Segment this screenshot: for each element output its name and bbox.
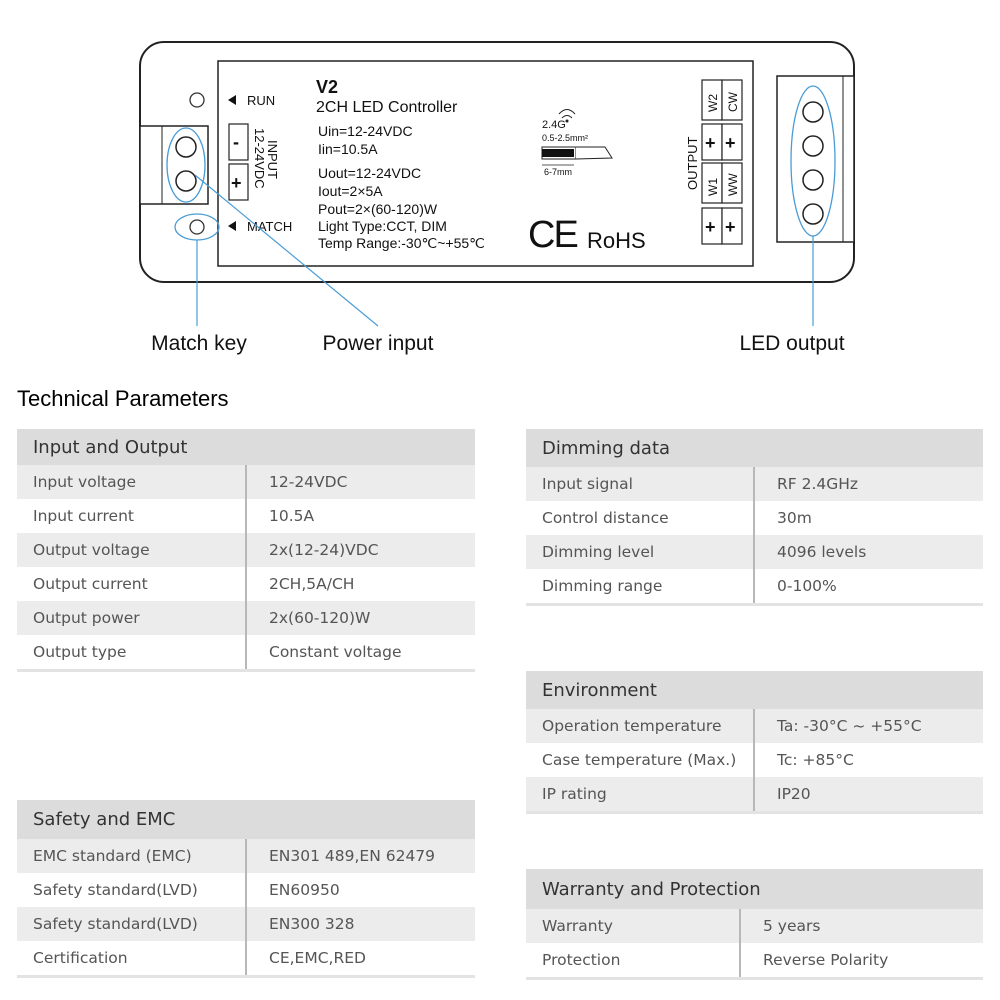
param-name: Warranty	[526, 909, 741, 943]
table-safety-emc	[17, 800, 475, 978]
power-input-callout: Power input	[322, 332, 434, 355]
minus-sign: -	[233, 132, 239, 152]
section-title: Technical Parameters	[17, 386, 229, 411]
table-environment	[526, 671, 983, 814]
param-value: 2x(60-120)W	[269, 609, 371, 627]
table-title: Environment	[526, 671, 983, 709]
table-warranty	[526, 869, 983, 980]
param-value: 5 years	[763, 917, 821, 935]
input-label: INPUT	[265, 140, 280, 179]
table-bottom-rule	[17, 669, 475, 672]
table-row	[526, 943, 983, 977]
table-title: Warranty and Protection	[526, 869, 983, 909]
param-name: Protection	[526, 943, 741, 977]
table-row	[526, 467, 983, 501]
spec-line: Uout=12-24VDC	[318, 165, 422, 181]
output-screw-icon	[803, 136, 823, 156]
table-row	[526, 909, 983, 943]
match-key-callout: Match key	[151, 332, 247, 355]
output-screw-icon	[803, 204, 823, 224]
spec-line: Iout=2×5A	[318, 183, 383, 199]
param-name: Safety standard(LVD)	[17, 907, 247, 941]
param-value: 4096 levels	[777, 543, 867, 561]
output-label: OUTPUT	[685, 136, 700, 190]
param-value: IP20	[777, 785, 811, 803]
device-name: 2CH LED Controller	[316, 99, 458, 116]
param-name: Output current	[17, 567, 247, 601]
param-value: 2CH,5A/CH	[269, 575, 355, 593]
param-name: Case temperature (Max.)	[526, 743, 755, 777]
param-value: Constant voltage	[269, 643, 402, 661]
wire-strip-label: 6-7mm	[544, 167, 573, 177]
table-row	[17, 907, 475, 941]
param-name: Input signal	[526, 467, 755, 501]
param-value: Tc: +85°C	[777, 751, 854, 769]
table-row	[526, 743, 983, 777]
table-row	[17, 635, 475, 669]
spec-line: Uin=12-24VDC	[318, 123, 413, 139]
input-screw-icon	[176, 171, 196, 191]
param-name: Input current	[17, 499, 247, 533]
table-title: Safety and EMC	[17, 800, 475, 839]
param-value: EN300 328	[269, 915, 355, 933]
table-row	[17, 465, 475, 499]
param-name: Control distance	[526, 501, 755, 535]
output-plus: +	[705, 217, 716, 237]
table-title: Input and Output	[17, 429, 475, 465]
table-dimming	[526, 429, 983, 606]
param-name: Input voltage	[17, 465, 247, 499]
table-row	[17, 941, 475, 975]
table-row	[17, 601, 475, 635]
table-row	[17, 567, 475, 601]
input-terminal-block	[140, 126, 208, 204]
spec-line: Light Type:CCT, DIM	[318, 218, 447, 234]
param-name: Dimming range	[526, 569, 755, 603]
input-screw-icon	[176, 137, 196, 157]
table-bottom-rule	[526, 811, 983, 814]
rf-label: 2.4G	[542, 119, 566, 131]
param-value: 0-100%	[777, 577, 837, 595]
param-name: IP rating	[526, 777, 755, 811]
device-diagram	[0, 0, 1000, 370]
param-value: Ta: -30°C ~ +55°C	[777, 717, 922, 735]
param-value: 30m	[777, 509, 812, 527]
table-row	[17, 873, 475, 907]
param-name: EMC standard (EMC)	[17, 839, 247, 873]
run-led-icon	[190, 93, 204, 107]
param-value: 2x(12-24)VDC	[269, 541, 379, 559]
spec-line: Iin=10.5A	[318, 141, 378, 157]
input-voltage-label: 12-24VDC	[252, 128, 267, 189]
table-row	[526, 569, 983, 603]
table-row	[526, 777, 983, 811]
output-plus: +	[725, 133, 736, 153]
table-bottom-rule	[526, 977, 983, 980]
table-row	[526, 709, 983, 743]
led-output-callout: LED output	[739, 332, 845, 355]
table-row	[17, 499, 475, 533]
param-value: RF 2.4GHz	[777, 475, 859, 493]
match-label: MATCH	[247, 219, 293, 234]
param-name: Output power	[17, 601, 247, 635]
param-value: 10.5A	[269, 507, 315, 525]
table-bottom-rule	[17, 975, 475, 978]
table-title: Dimming data	[526, 429, 983, 467]
output-plus: +	[725, 217, 736, 237]
channel-cw: CW	[726, 92, 740, 112]
spec-line: Pout=2×(60-120)W	[318, 201, 438, 217]
plus-sign: +	[231, 173, 242, 193]
ce-mark: CE	[528, 214, 577, 256]
param-name: Output type	[17, 635, 247, 669]
output-screw-icon	[803, 102, 823, 122]
output-plus: +	[705, 133, 716, 153]
channel-w1: W1	[706, 178, 720, 196]
param-name: Dimming level	[526, 535, 755, 569]
rohs-mark: RoHS	[587, 228, 646, 253]
param-name: Output voltage	[17, 533, 247, 567]
channel-ww: WW	[726, 173, 740, 196]
channel-w2: W2	[706, 94, 720, 112]
table-row	[526, 501, 983, 535]
param-value: 12-24VDC	[269, 473, 348, 491]
param-value: Reverse Polarity	[763, 951, 889, 969]
table-input-output	[17, 429, 475, 672]
param-name: Certification	[17, 941, 247, 975]
param-name: Operation temperature	[526, 709, 755, 743]
table-row	[17, 533, 475, 567]
output-screw-icon	[803, 170, 823, 190]
table-row	[526, 535, 983, 569]
spec-line: Temp Range:-30℃~+55℃	[318, 235, 485, 251]
param-value: EN60950	[269, 881, 340, 899]
param-value: EN301 489,EN 62479	[269, 847, 436, 865]
table-row	[17, 839, 475, 873]
param-value: CE,EMC,RED	[269, 949, 366, 967]
table-bottom-rule	[526, 603, 983, 606]
device-model: V2	[316, 77, 339, 97]
match-key-icon	[190, 220, 204, 234]
param-name: Safety standard(LVD)	[17, 873, 247, 907]
label-panel	[218, 61, 753, 266]
wire-gauge-label: 0.5-2.5mm²	[542, 133, 589, 143]
run-label: RUN	[247, 93, 276, 108]
